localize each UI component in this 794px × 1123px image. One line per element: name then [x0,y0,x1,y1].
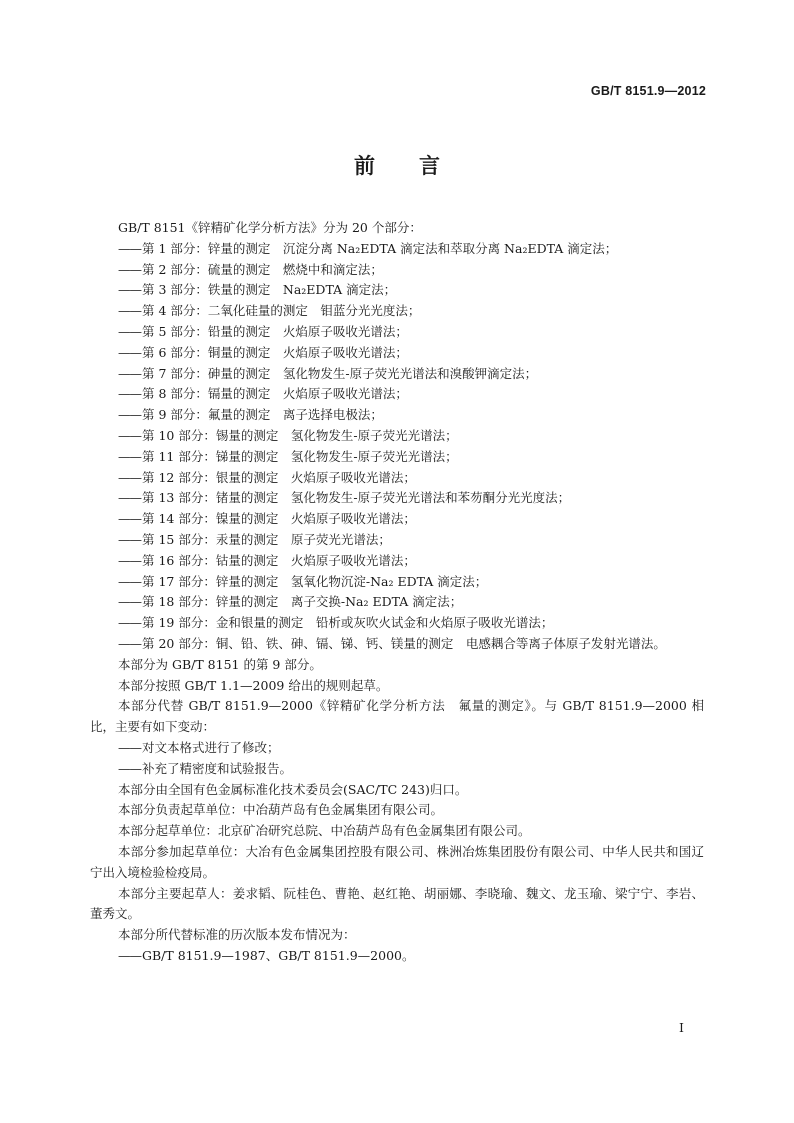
part-list-item: —— 第 7 部分：砷量的测定 氢化物发生-原子荧光光谱法和溴酸钾滴定法； [90,364,704,385]
part-list-item: —— 第 17 部分：锌量的测定 氢氧化物沉淀-Na₂ EDTA 滴定法； [90,572,704,593]
part-list-item: —— 第 13 部分：锗量的测定 氢化物发生-原子荧光光谱法和苯芴酮分光光度法； [90,488,704,509]
drafting-units-paragraph: 本部分起草单位：北京矿冶研究总院、中冶葫芦岛有色金属集团有限公司。 [118,823,531,839]
part-list-item: —— 第 20 部分：铜、铅、铁、砷、镉、锑、钙、镁量的测定 电感耦合等离子体原子发射光谱法。 [90,634,704,655]
standard-code: GB/T 8151.9—2012 [590,84,706,98]
change-list-item: —— 补充了精密度和试验报告。 [90,759,704,780]
part-list-item: —— 第 1 部分：锌量的测定 沉淀分离 Na₂EDTA 滴定法和萃取分离 Na₂EDTA 滴定法； [90,239,704,260]
part-list-item: —— 第 5 部分：铅量的测定 火焰原子吸收光谱法； [90,322,704,343]
history-intro-paragraph: 本部分所代替标准的历次版本发布情况为： [118,927,356,943]
part-list-item: —— 第 11 部分：锑量的测定 氢化物发生-原子荧光光谱法； [90,447,704,468]
part-list-item: —— 第 4 部分：二氧化硅量的测定 钼蓝分光光度法； [90,301,704,322]
history-list-item: —— GB/T 8151.9—1987、GB/T 8151.9—2000。 [90,946,704,967]
part-list-item: —— 第 16 部分：钴量的测定 火焰原子吸收光谱法； [90,551,704,572]
part-list-item: —— 第 15 部分：汞量的测定 原子荧光光谱法； [90,530,704,551]
foreword-body [90,218,704,967]
participating-units-paragraph: 本部分参加起草单位：大冶有色金属集团控股有限公司、株洲冶炼集团股份有限公司、中华人民共和国辽宁出入境检验检疫局。 [90,843,704,880]
part-list-item: —— 第 8 部分：镉量的测定 火焰原子吸收光谱法； [90,384,704,405]
part-list-item: —— 第 18 部分：锌量的测定 离子交换-Na₂ EDTA 滴定法； [90,592,704,613]
drafters-paragraph: 本部分主要起草人：姜求韬、阮桂色、曹艳、赵红艳、胡丽娜、李晓瑜、魏文、龙玉瑜、梁宁宁、李岩、董秀文。 [90,885,704,922]
part-list-item: —— 第 2 部分：硫量的测定 燃烧中和滴定法； [90,260,704,281]
committee-paragraph: 本部分由全国有色金属标准化技术委员会(SAC/TC 243)归口。 [118,781,468,797]
part-list-item: —— 第 19 部分：金和银量的测定 铅析或灰吹火试金和火焰原子吸收光谱法； [90,613,704,634]
replaces-paragraph: 本部分代替 GB/T 8151.9—2000《锌精矿化学分析方法 氟量的测定》。与 GB/T 8151.9—2000 相比，主要有如下变动： [90,698,704,735]
responsible-unit-paragraph: 本部分负责起草单位：中冶葫芦岛有色金属集团有限公司。 [118,802,444,818]
intro-paragraph: GB/T 8151《锌精矿化学分析方法》分为 20 个部分： [118,220,422,235]
this-part-paragraph: 本部分为 GB/T 8151 的第 9 部分。 [118,656,322,672]
page-number: I [679,1020,684,1035]
part-list-item: —— 第 14 部分：镍量的测定 火焰原子吸收光谱法； [90,509,704,530]
part-list-item: —— 第 3 部分：铁量的测定 Na₂EDTA 滴定法； [90,280,704,301]
part-list-item: —— 第 9 部分：氟量的测定 离子选择电极法； [90,405,704,426]
change-list-item: —— 对文本格式进行了修改； [90,738,704,759]
part-list-item: —— 第 10 部分：锡量的测定 氢化物发生-原子荧光光谱法； [90,426,704,447]
part-list-item: —— 第 12 部分：银量的测定 火焰原子吸收光谱法； [90,468,704,489]
page-title: 前言 [354,154,484,178]
drafting-rule-paragraph: 本部分按照 GB/T 1.1—2009 给出的规则起草。 [118,677,389,693]
part-list-item: —— 第 6 部分：铜量的测定 火焰原子吸收光谱法； [90,343,704,364]
